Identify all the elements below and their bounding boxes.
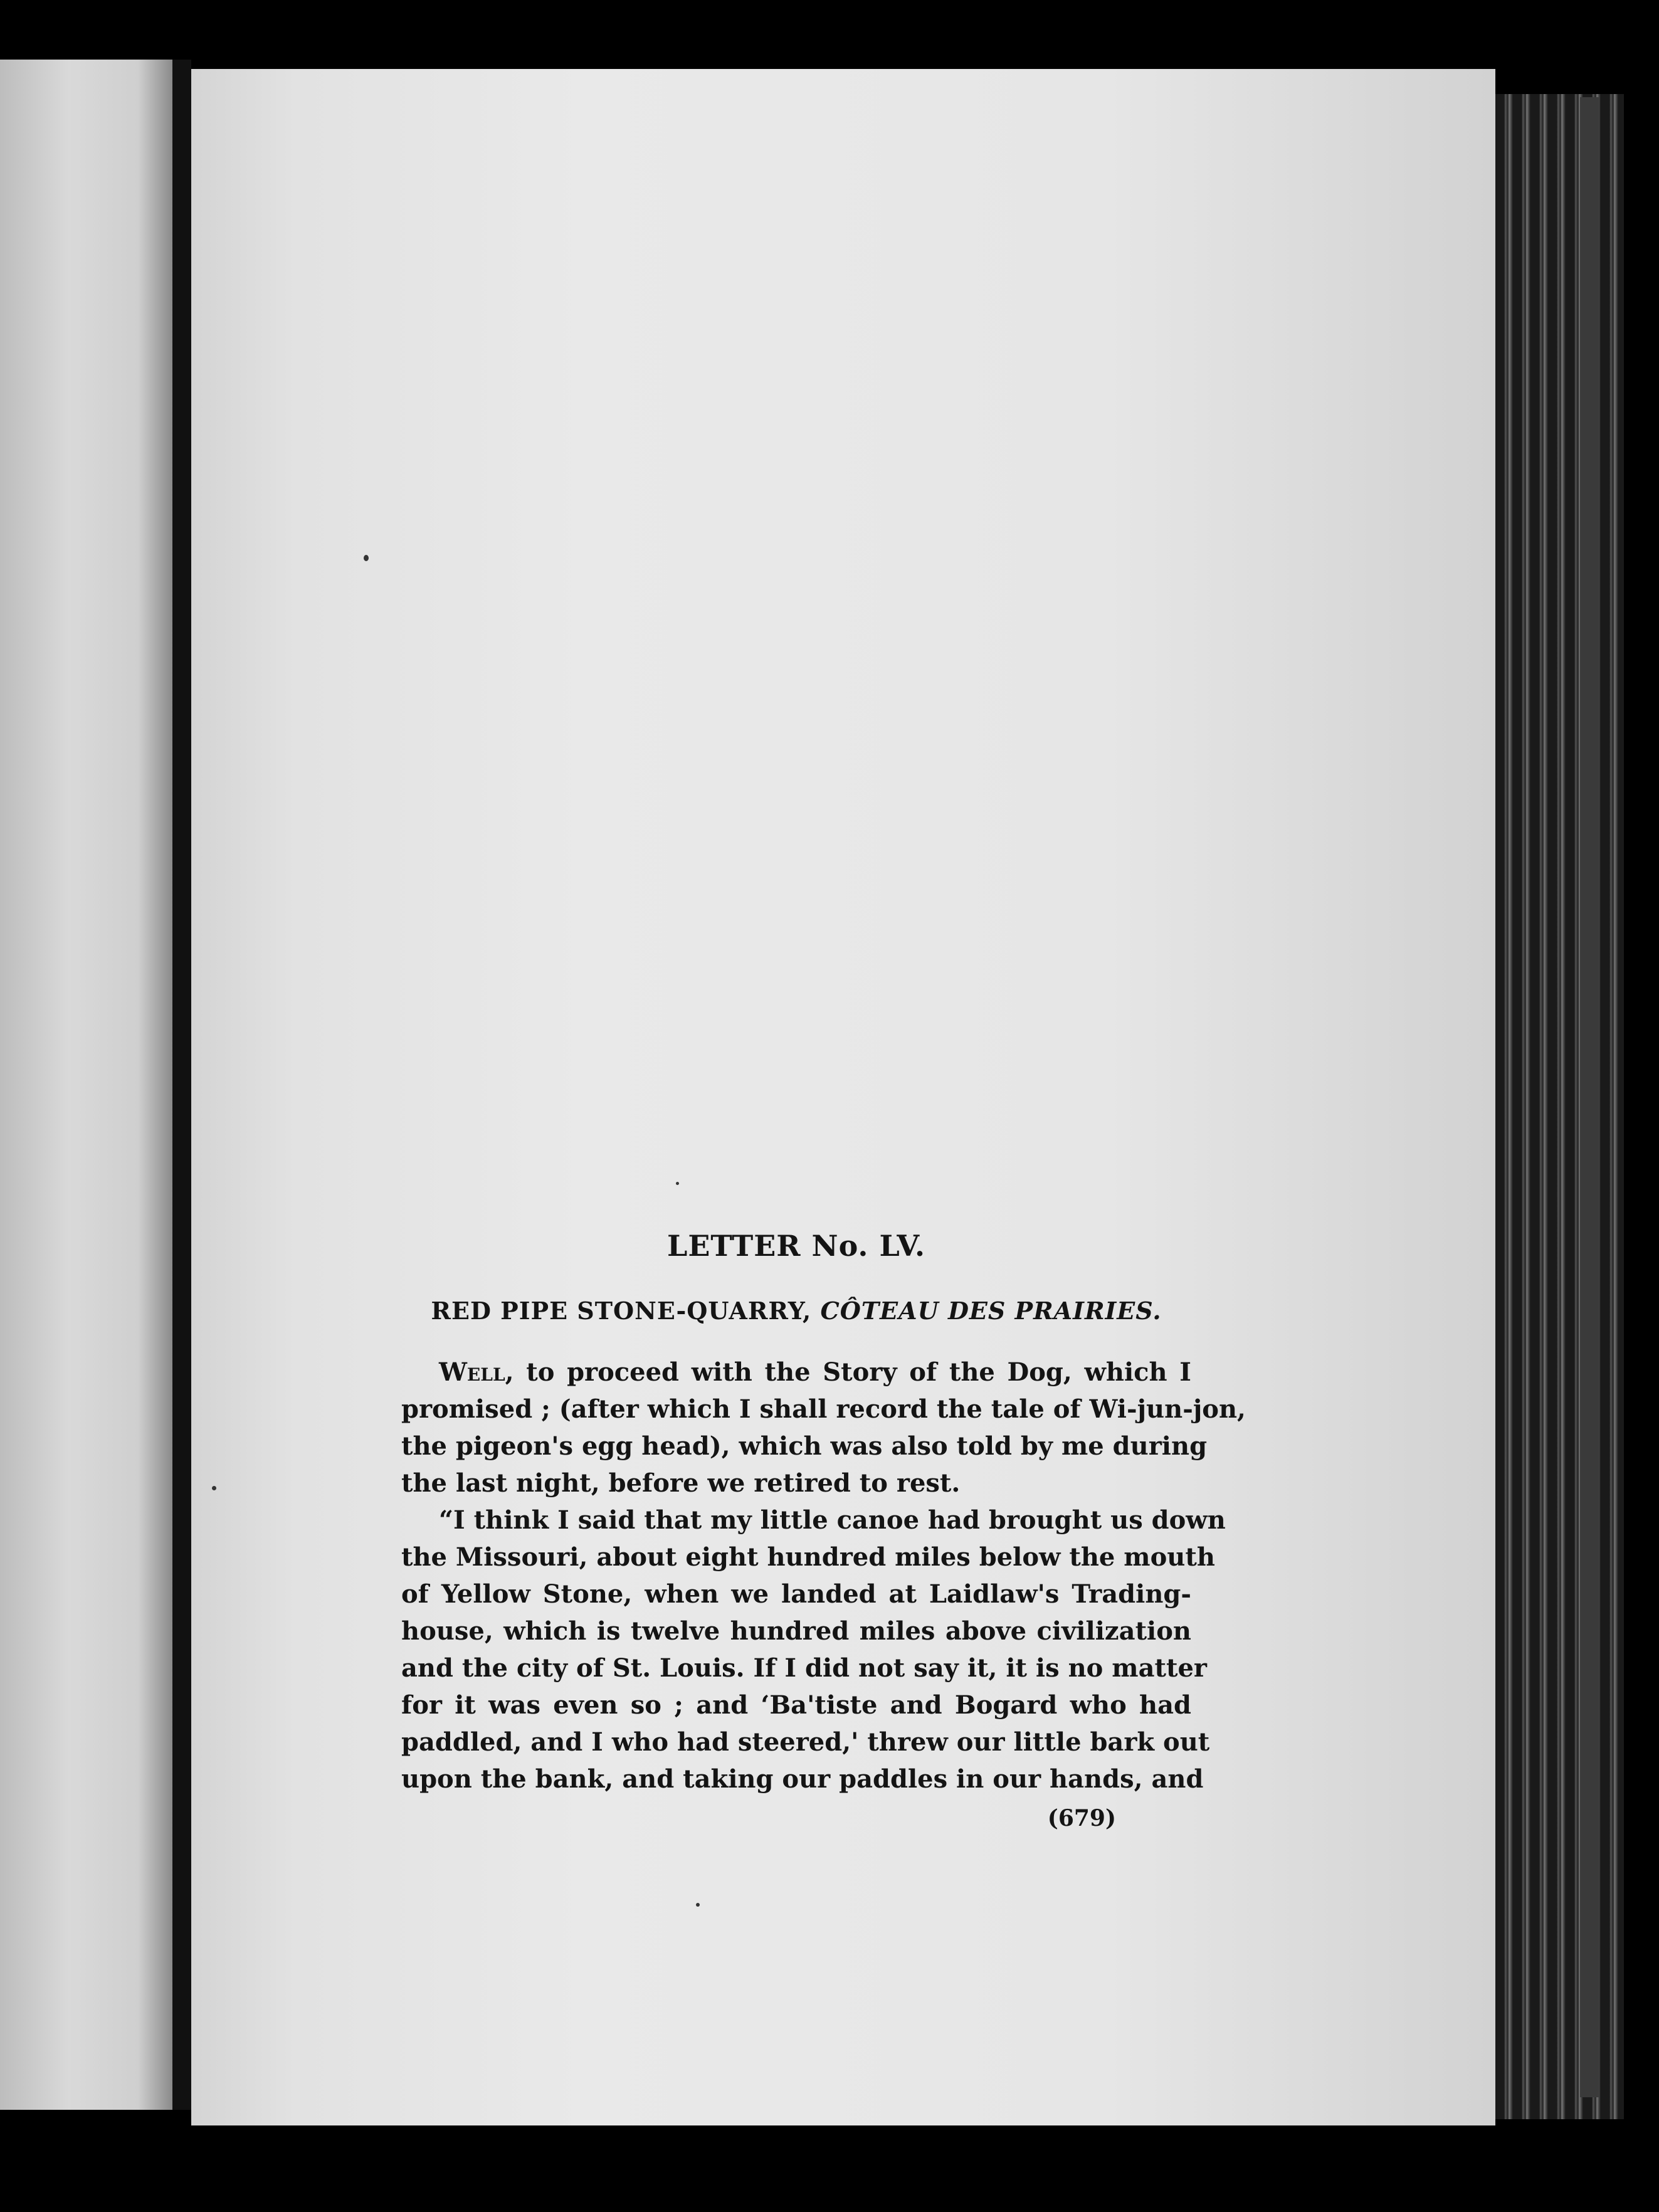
paragraph-2-line-4: house, which is twelve hundred miles above civilization: [401, 1616, 1191, 1646]
book-gutter: [172, 60, 191, 2110]
paragraph-2-line-2: the Missouri, about eight hundred miles below the mouth: [401, 1542, 1215, 1572]
scan-speck: [212, 1486, 216, 1490]
paragraph-2-line-5: and the city of St. Louis. If I did not say it, it is no matter: [401, 1653, 1207, 1683]
scan-speck: [676, 1182, 679, 1185]
paragraph-2-line-7: paddled, and I who had steered,' threw our little bark out: [401, 1727, 1210, 1757]
subheading-place: RED PIPE STONE-QUARRY,: [431, 1297, 812, 1325]
dropcap-word: Well,: [439, 1357, 514, 1387]
paragraph-1: [401, 1354, 1246, 1502]
paragraph-2-line-1: “I think I said that my little canoe had brought us down: [439, 1505, 1226, 1535]
line-text: to proceed with the Story of the Dog, which I: [514, 1357, 1191, 1387]
paragraph-1-line-4: the last night, before we retired to rest.: [401, 1468, 961, 1498]
page-number: (679): [1047, 1805, 1116, 1831]
page-edge-band: [1580, 97, 1599, 2097]
paragraph-1-line-3: the pigeon's egg head), which was also told by me during: [401, 1431, 1208, 1461]
paragraph-1-line-2: promised ; (after which I shall record the tale of Wi-jun-jon,: [401, 1394, 1246, 1424]
previous-page-edge: [0, 60, 172, 2110]
page-text-block: [401, 1229, 1246, 1831]
letter-heading: LETTER No. LV.: [666, 1229, 926, 1263]
scan-speck: [696, 1903, 700, 1907]
paragraph-2: [401, 1502, 1226, 1798]
paragraph-2-line-3: of Yellow Stone, when we landed at Laidlaw's Trading-: [401, 1579, 1191, 1609]
paragraph-2-line-8: upon the bank, and taking our paddles in our hands, and: [401, 1764, 1204, 1794]
subheading-region: CÔTEAU DES PRAIRIES.: [820, 1297, 1162, 1325]
paragraph-2-line-6: for it was even so ; and ‘Ba'tiste and Bogard who had: [401, 1690, 1191, 1720]
letter-subheading: [401, 1297, 1191, 1325]
page-edges-stack: [1495, 94, 1624, 2119]
paragraph-1-line-1: [401, 1354, 1191, 1391]
scan-speck: [364, 555, 369, 561]
